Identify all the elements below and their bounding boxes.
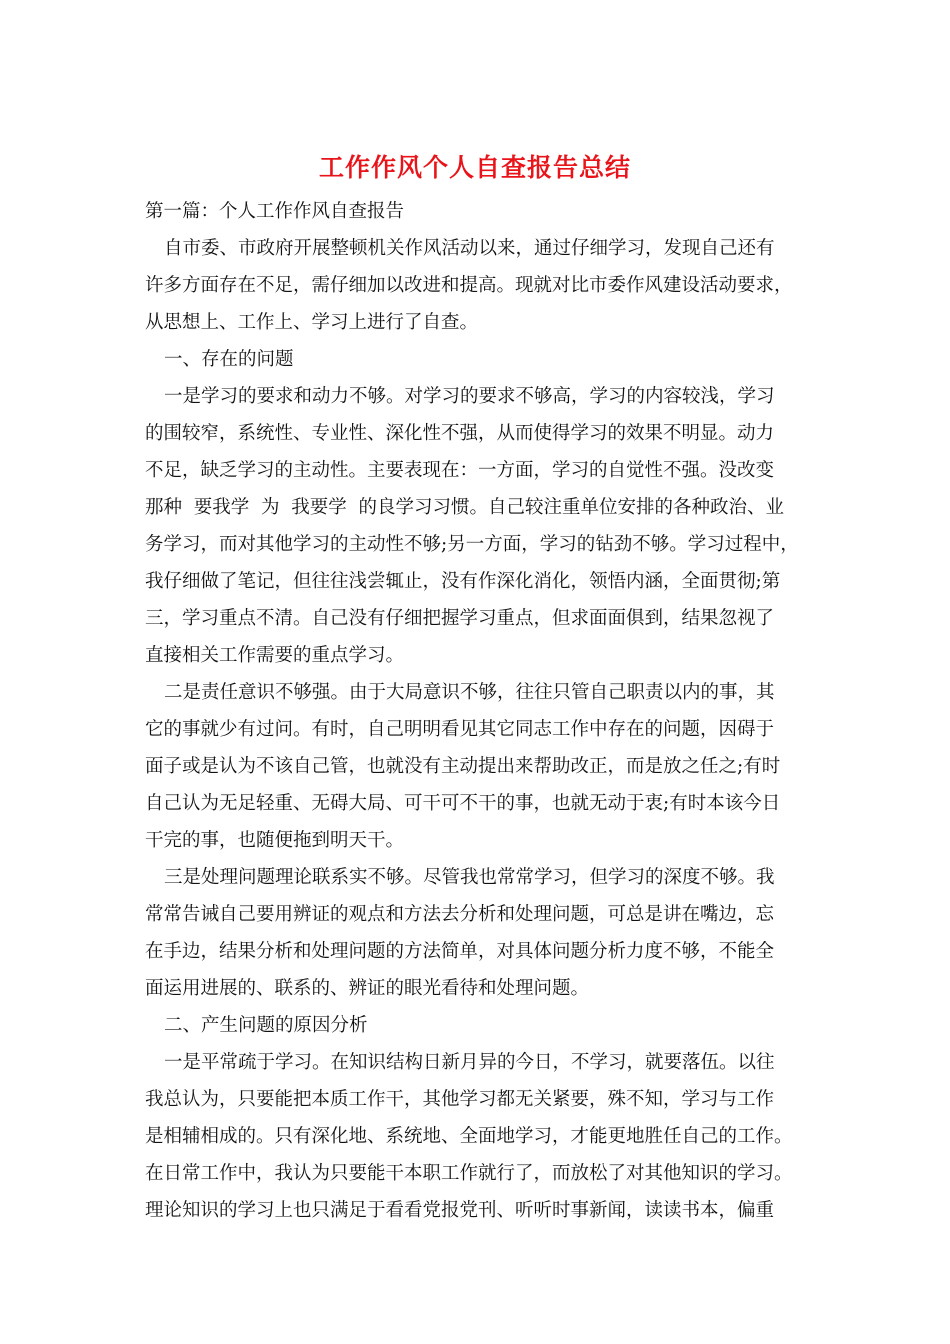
document-title: 工作作风个人自查报告总结 bbox=[318, 153, 631, 182]
paragraph-line: 在日常工作中，我认为只要能干本职工作就行了，而放松了对其他知识的学习。 bbox=[145, 1163, 793, 1184]
paragraph-line: 一是平常疏于学习。在知识结构日新月异的今日，不学习，就要落伍。以往 bbox=[164, 1052, 775, 1073]
paragraph-line: 许多方面存在不足，需仔细加以改进和提高。现就对比市委作风建设活动要求， bbox=[145, 275, 793, 296]
section-heading: 一、存在的问题 bbox=[164, 349, 294, 370]
paragraph-line: 的围较窄，系统性、专业性、深化性不强，从而使得学习的效果不明显。动力 bbox=[145, 423, 775, 444]
paragraph-line: 自市委、市政府开展整顿机关作风活动以来，通过仔细学习，发现自己还有 bbox=[164, 238, 775, 259]
paragraph-line: 它的事就少有过问。有时，自己明明看见其它同志工作中存在的问题，因碍于 bbox=[145, 719, 775, 740]
paragraph-line: 面运用进展的、联系的、辨证的眼光看待和处理问题。 bbox=[145, 978, 590, 999]
paragraph-line: 一是学习的要求和动力不够。对学习的要求不够高，学习的内容较浅，学习 bbox=[164, 386, 775, 407]
paragraph-line: 从思想上、工作上、学习上进行了自查。 bbox=[145, 312, 479, 333]
paragraph-line: 不足，缺乏学习的主动性。主要表现在：一方面，学习的自觉性不强。没改变 bbox=[145, 460, 775, 481]
paragraph-line: 三，学习重点不清。自己没有仔细把握学习重点，但求面面俱到，结果忽视了 bbox=[145, 608, 775, 629]
paragraph-line: 直接相关工作需要的重点学习。 bbox=[145, 645, 405, 666]
paragraph-line: 面子或是认为不该自己管，也就没有主动提出来帮助改正，而是放之任之;有时 bbox=[145, 756, 781, 777]
paragraph-line: 那种 要我学 为 我要学 的良学习习惯。自己较注重单位安排的各种政治、业 bbox=[145, 497, 785, 518]
paragraph-line: 务学习，而对其他学习的主动性不够;另一方面，学习的钻劲不够。学习过程中， bbox=[145, 534, 799, 555]
paragraph-line: 三是处理问题理论联系实不够。尽管我也常常学习，但学习的深度不够。我 bbox=[164, 867, 775, 888]
paragraph-line: 理论知识的学习上也只满足于看看党报党刊、听听时事新闻，读读书本，偏重 bbox=[145, 1200, 775, 1221]
document-subtitle: 第一篇：个人工作作风自查报告 bbox=[145, 201, 405, 222]
paragraph-line: 我仔细做了笔记，但往往浅尝辄止，没有作深化消化，领悟内涵，全面贯彻;第 bbox=[145, 571, 781, 592]
document-body bbox=[145, 193, 817, 1229]
section-heading: 二、产生问题的原因分析 bbox=[164, 1015, 368, 1036]
paragraph-line: 我总认为，只要能把本质工作干，其他学习都无关紧要，殊不知，学习与工作 bbox=[145, 1089, 775, 1110]
paragraph-line: 自己认为无足轻重、无碍大局、可干可不干的事，也就无动于衷;有时本该今日 bbox=[145, 793, 781, 814]
paragraph-line: 常常告诫自己要用辨证的观点和方法去分析和处理问题，可总是讲在嘴边，忘 bbox=[145, 904, 775, 925]
paragraph-line: 二是责任意识不够强。由于大局意识不够，往往只管自己职责以内的事，其 bbox=[164, 682, 775, 703]
paragraph-line: 是相辅相成的。只有深化地、系统地、全面地学习，才能更地胜任自己的工作。 bbox=[145, 1126, 793, 1147]
paragraph-line: 在手边，结果分析和处理问题的方法简单，对具体问题分析力度不够，不能全 bbox=[145, 941, 775, 962]
paragraph-line: 干完的事，也随便拖到明天干。 bbox=[145, 830, 405, 851]
